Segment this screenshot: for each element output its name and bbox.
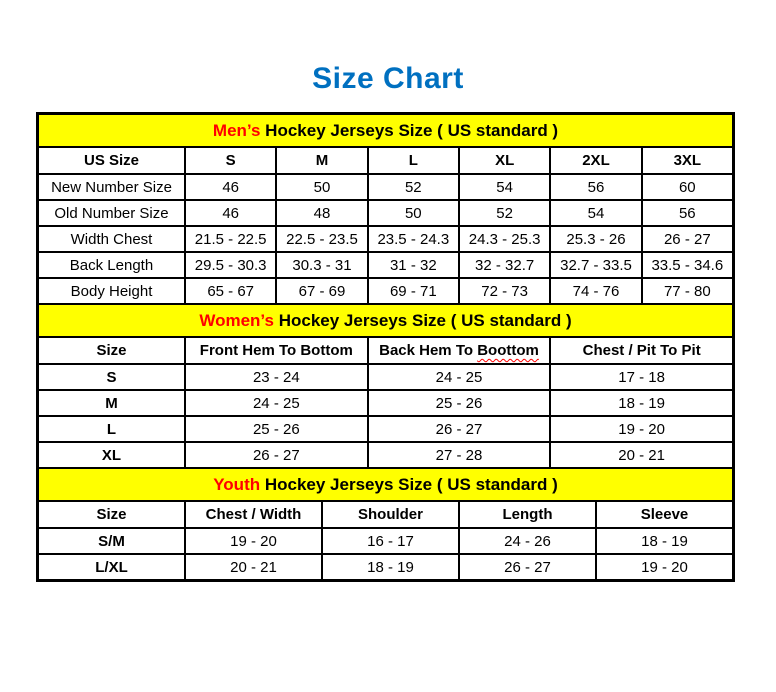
value-cell: 26 - 27 — [642, 226, 733, 252]
table-row — [38, 174, 733, 200]
value-cell: 23.5 - 24.3 — [368, 226, 459, 252]
value-cell: 25 - 26 — [185, 416, 368, 442]
youth-header-row — [38, 501, 733, 528]
column-header-chest-pit: Chest / Pit To Pit — [550, 337, 733, 364]
row-label-cell: S/M — [38, 528, 185, 554]
value-cell: 72 - 73 — [459, 278, 550, 304]
value-cell: 33.5 - 34.6 — [642, 252, 733, 278]
womens-band-rest: Hockey Jerseys Size ( US standard ) — [273, 310, 572, 330]
table-row — [38, 442, 733, 468]
column-header-l: L — [368, 147, 459, 174]
womens-section-band — [38, 304, 733, 337]
value-cell: 54 — [550, 200, 641, 226]
value-cell: 26 - 27 — [185, 442, 368, 468]
value-cell: 29.5 - 30.3 — [185, 252, 276, 278]
column-header-sleeve: Sleeve — [596, 501, 733, 528]
value-cell: 60 — [642, 174, 733, 200]
value-cell: 19 - 20 — [550, 416, 733, 442]
value-cell: 48 — [276, 200, 367, 226]
youth-section-band — [38, 468, 733, 501]
table-row — [38, 252, 733, 278]
value-cell: 18 - 19 — [550, 390, 733, 416]
mens-section-band — [38, 114, 733, 147]
value-cell: 52 — [368, 174, 459, 200]
value-cell: 65 - 67 — [185, 278, 276, 304]
value-cell: 20 - 21 — [550, 442, 733, 468]
value-cell: 32 - 32.7 — [459, 252, 550, 278]
row-label-cell: Old Number Size — [38, 200, 185, 226]
value-cell: 19 - 20 — [596, 554, 733, 580]
value-cell: 24.3 - 25.3 — [459, 226, 550, 252]
value-cell: 23 - 24 — [185, 364, 368, 390]
value-cell: 50 — [276, 174, 367, 200]
mens-header-row — [38, 147, 733, 174]
column-header-3xl: 3XL — [642, 147, 733, 174]
table-row — [38, 364, 733, 390]
table-row — [38, 226, 733, 252]
value-cell: 30.3 - 31 — [276, 252, 367, 278]
value-cell: 74 - 76 — [550, 278, 641, 304]
column-header-2xl: 2XL — [550, 147, 641, 174]
mens-table-body — [38, 174, 733, 304]
table-row — [38, 390, 733, 416]
value-cell: 18 - 19 — [322, 554, 459, 580]
mens-table-head — [38, 114, 733, 174]
row-label-cell: S — [38, 364, 185, 390]
row-label-cell: Width Chest — [38, 226, 185, 252]
back-hem-prefix: Back Hem To — [379, 342, 478, 359]
table-row — [38, 528, 733, 554]
womens-header-row — [38, 337, 733, 364]
value-cell: 20 - 21 — [185, 554, 322, 580]
value-cell: 24 - 25 — [185, 390, 368, 416]
table-row — [38, 416, 733, 442]
value-cell: 26 - 27 — [459, 554, 596, 580]
value-cell: 31 - 32 — [368, 252, 459, 278]
column-header-shoulder: Shoulder — [322, 501, 459, 528]
row-label-cell: L — [38, 416, 185, 442]
youth-table-head — [38, 468, 733, 528]
value-cell: 25.3 - 26 — [550, 226, 641, 252]
womens-table-body — [38, 364, 733, 468]
value-cell: 46 — [185, 200, 276, 226]
mens-band-rest: Hockey Jerseys Size ( US standard ) — [260, 120, 559, 140]
value-cell: 50 — [368, 200, 459, 226]
back-hem-misspelled-word: Boottom — [477, 342, 539, 359]
column-header-size: Size — [38, 501, 185, 528]
youth-table-body — [38, 528, 733, 580]
value-cell: 25 - 26 — [368, 390, 551, 416]
row-label-cell: L/XL — [38, 554, 185, 580]
youth-band-rest: Hockey Jerseys Size ( US standard ) — [260, 474, 558, 494]
womens-size-table — [37, 303, 734, 469]
youth-section-band-row — [38, 468, 733, 501]
value-cell: 56 — [550, 174, 641, 200]
row-label-cell: New Number Size — [38, 174, 185, 200]
value-cell: 22.5 - 23.5 — [276, 226, 367, 252]
value-cell: 54 — [459, 174, 550, 200]
column-header-size: Size — [38, 337, 185, 364]
value-cell: 24 - 25 — [368, 364, 551, 390]
page-title: Size Chart — [312, 62, 464, 95]
value-cell: 69 - 71 — [368, 278, 459, 304]
column-header-xl: XL — [459, 147, 550, 174]
value-cell: 17 - 18 — [550, 364, 733, 390]
column-header-us-size: US Size — [38, 147, 185, 174]
value-cell: 52 — [459, 200, 550, 226]
mens-section-band-row — [38, 114, 733, 147]
womens-table-head — [38, 304, 733, 364]
mens-band-highlight: Men’s — [212, 120, 261, 140]
mens-size-table — [37, 113, 734, 305]
womens-section-band-row — [38, 304, 733, 337]
table-row — [38, 554, 733, 580]
row-label-cell: Body Height — [38, 278, 185, 304]
column-header-m: M — [276, 147, 367, 174]
value-cell: 16 - 17 — [322, 528, 459, 554]
row-label-cell: Back Length — [38, 252, 185, 278]
value-cell: 56 — [642, 200, 733, 226]
value-cell: 27 - 28 — [368, 442, 551, 468]
column-header-length: Length — [459, 501, 596, 528]
value-cell: 77 - 80 — [642, 278, 733, 304]
size-chart-tables — [36, 112, 735, 582]
row-label-cell: XL — [38, 442, 185, 468]
value-cell: 26 - 27 — [368, 416, 551, 442]
column-header-back-hem — [368, 337, 551, 364]
column-header-chest-width: Chest / Width — [185, 501, 322, 528]
value-cell: 67 - 69 — [276, 278, 367, 304]
value-cell: 24 - 26 — [459, 528, 596, 554]
womens-band-highlight: Women’s — [199, 310, 274, 330]
row-label-cell: M — [38, 390, 185, 416]
table-row — [38, 278, 733, 304]
value-cell: 46 — [185, 174, 276, 200]
value-cell: 19 - 20 — [185, 528, 322, 554]
table-row — [38, 200, 733, 226]
youth-band-highlight: Youth — [213, 474, 261, 494]
value-cell: 32.7 - 33.5 — [550, 252, 641, 278]
column-header-s: S — [185, 147, 276, 174]
column-header-front-hem: Front Hem To Bottom — [185, 337, 368, 364]
youth-size-table — [37, 467, 734, 581]
value-cell: 21.5 - 22.5 — [185, 226, 276, 252]
value-cell: 18 - 19 — [596, 528, 733, 554]
